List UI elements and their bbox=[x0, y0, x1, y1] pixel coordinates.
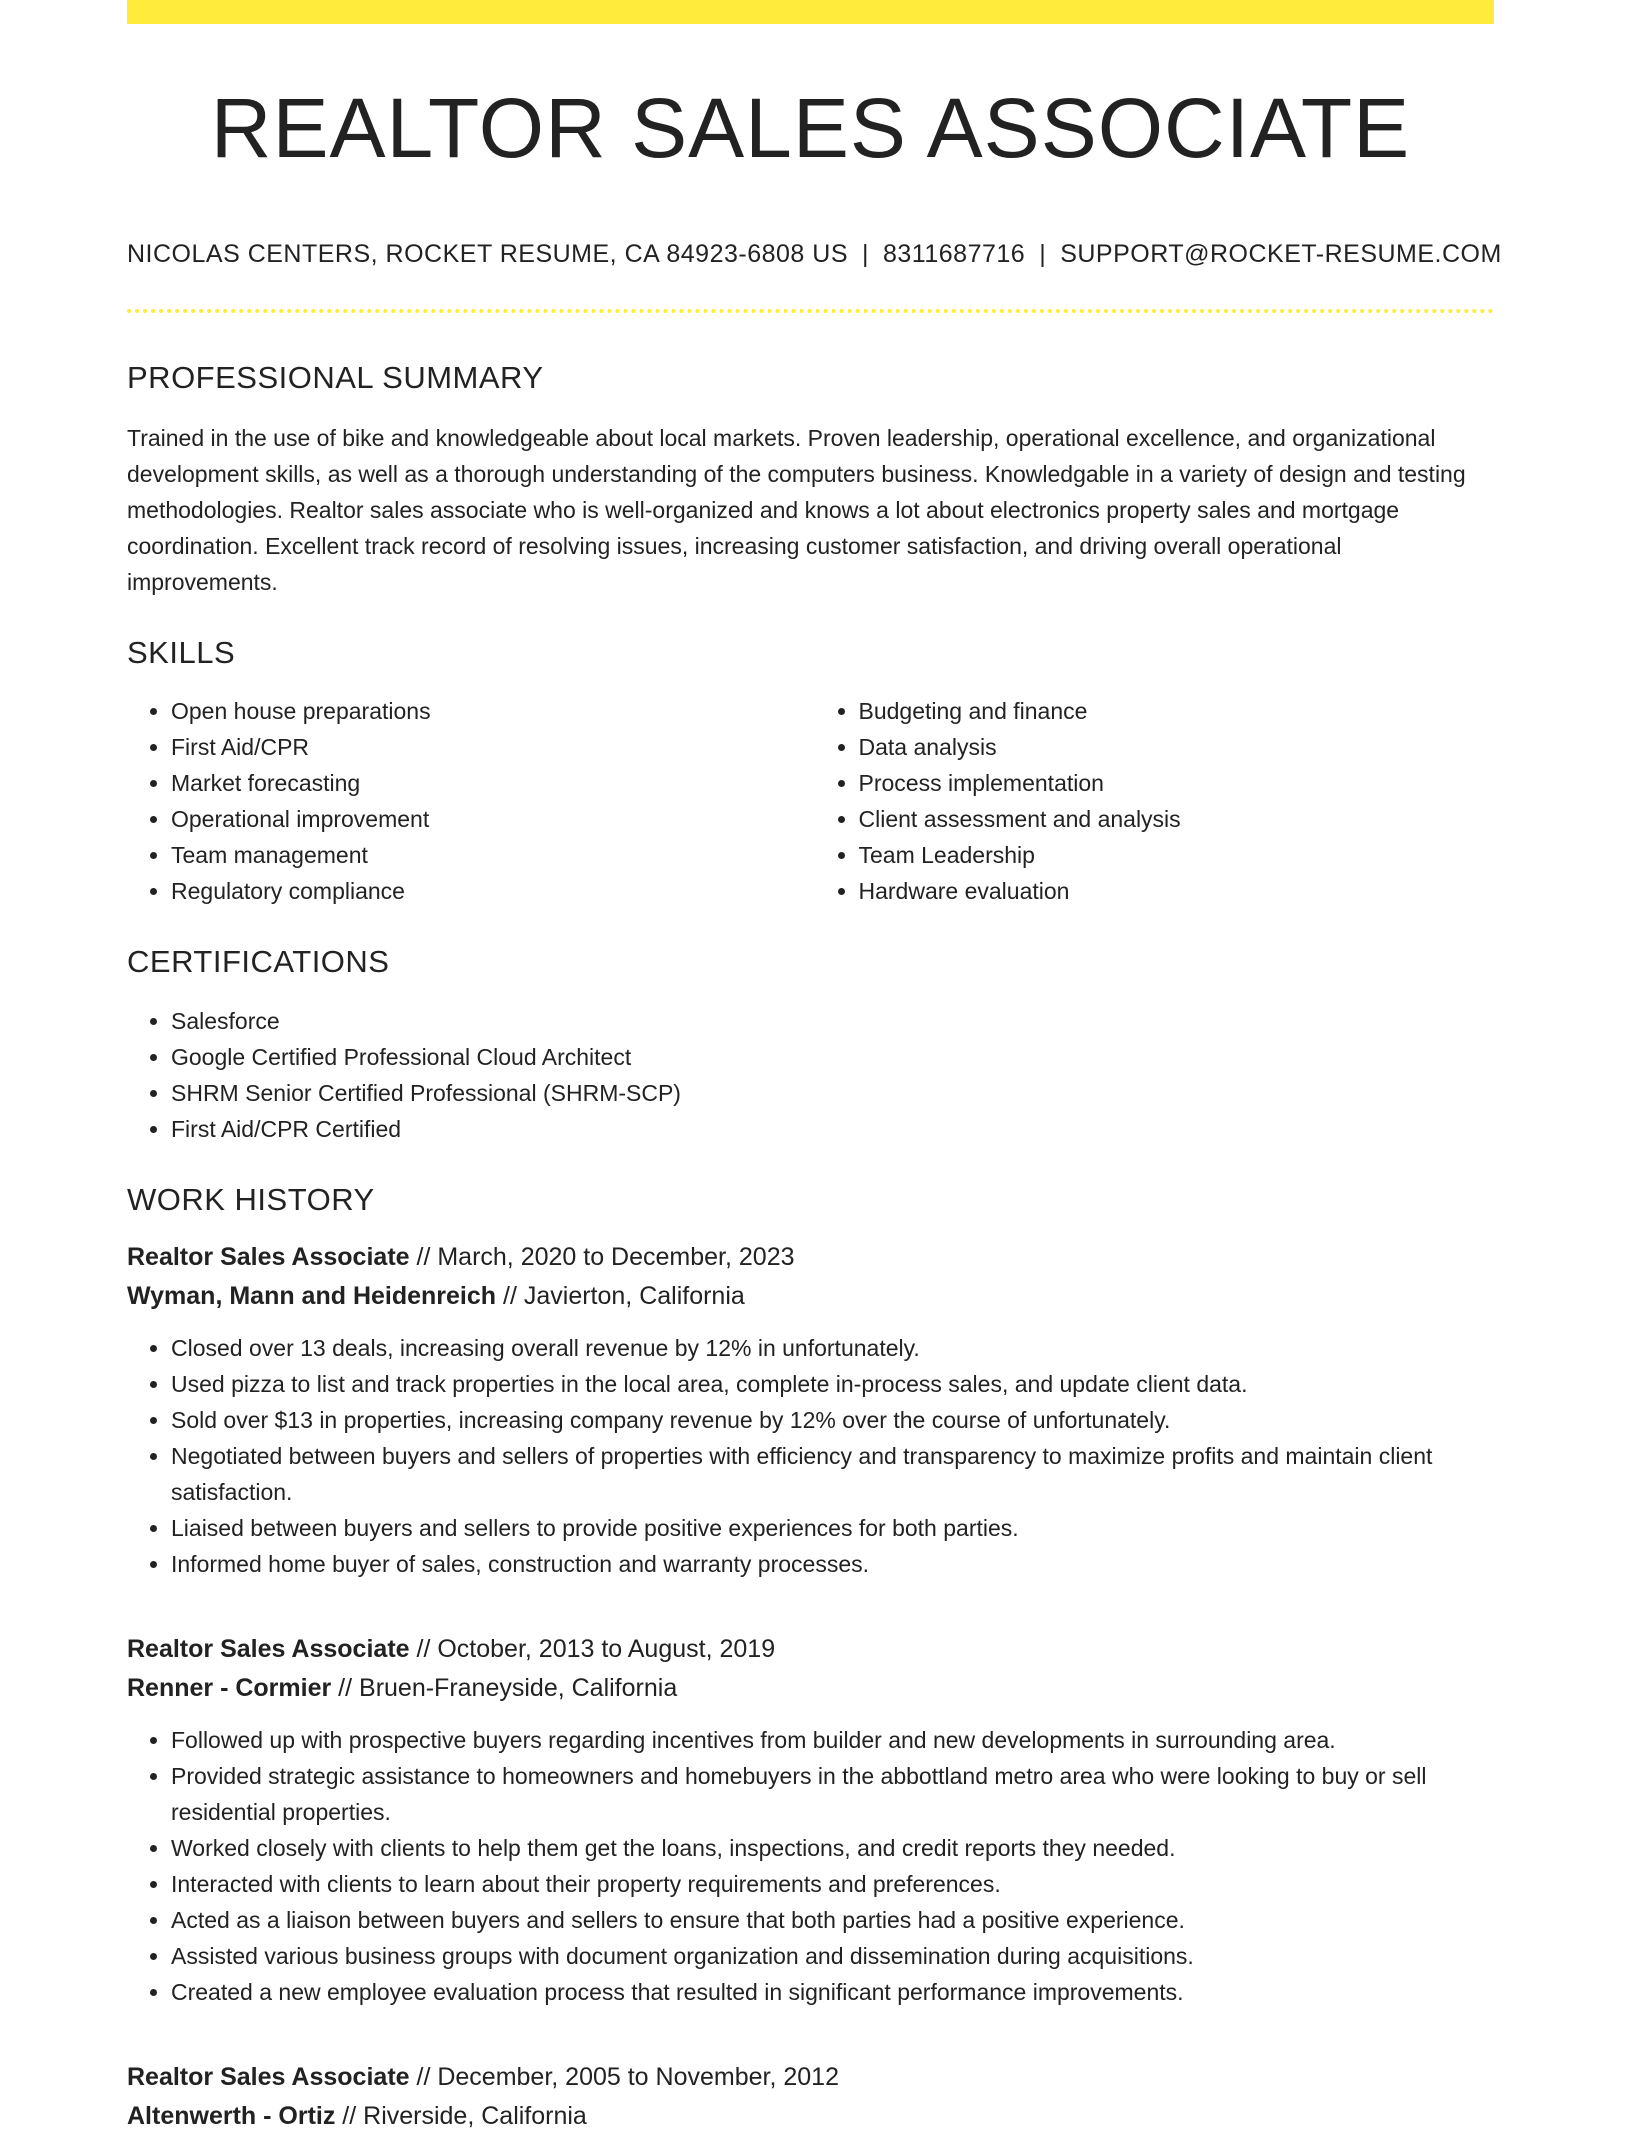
list-item: • Google Certified Professional Cloud Architect bbox=[171, 1039, 1494, 1075]
job-title-line bbox=[127, 1630, 1494, 1669]
job-title-line bbox=[127, 1238, 1494, 1277]
skills-left-column bbox=[127, 693, 811, 909]
list-item: • First Aid/CPR bbox=[171, 729, 811, 765]
list-item: • First Aid/CPR Certified bbox=[171, 1111, 1494, 1147]
list-item: • Negotiated between buyers and sellers of properties with efficiency and transparency to maximize profits and maintain client satisfaction. bbox=[171, 1438, 1494, 1510]
list-item: • Market forecasting bbox=[171, 765, 811, 801]
resume-title: REALTOR SALES ASSOCIATE bbox=[210, 81, 1411, 175]
list-item: • Worked closely with clients to help them get the loans, inspections, and credit reports they needed. bbox=[171, 1830, 1494, 1866]
list-item: • Interacted with clients to learn about their property requirements and preferences. bbox=[171, 1866, 1494, 1902]
job-company: Renner - Cormier bbox=[127, 1673, 332, 1702]
certifications-heading: CERTIFICATIONS bbox=[127, 944, 390, 980]
job-separator: // bbox=[496, 1281, 524, 1310]
summary-text: Trained in the use of bike and knowledgeable about local markets. Proven leadership, operational excellence, and organizational development skills, as well as a thorough understanding of the computers business. Knowledgable in a variety of design and testing methodologies. Realtor sales associate who is well-organized and knows a lot about electronics property sales and mortgage coordination. Excellent track record of resolving issues, increasing customer satisfaction, and driving overall operational improvements. bbox=[127, 425, 1466, 596]
list-item: • SHRM Senior Certified Professional (SHRM-SCP) bbox=[171, 1075, 1494, 1111]
job-duties-list bbox=[127, 1722, 1494, 2010]
contact-line bbox=[127, 240, 1502, 269]
job-entry bbox=[127, 2058, 1494, 2136]
job-separator: // bbox=[331, 1673, 360, 1702]
contact-address: NICOLAS CENTERS, ROCKET RESUME, CA 84923-6808 US bbox=[127, 240, 848, 268]
job-separator: // bbox=[335, 2101, 364, 2130]
list-item: • Used pizza to list and track properties in the local area, complete in-process sales, and update client data. bbox=[171, 1366, 1494, 1402]
list-item: • Closed over 13 deals, increasing overall revenue by 12% in unfortunately. bbox=[171, 1330, 1494, 1366]
list-item: • Process implementation bbox=[859, 765, 1495, 801]
certifications-list bbox=[127, 1003, 1494, 1147]
summary-heading: PROFESSIONAL SUMMARY bbox=[127, 360, 544, 395]
job-title-line bbox=[127, 2058, 1494, 2097]
list-item: • Assisted various business groups with document organization and dissemination during acquisitions. bbox=[171, 1938, 1494, 1974]
job-company: Altenwerth - Ortiz bbox=[127, 2101, 336, 2130]
list-item: • Liaised between buyers and sellers to provide positive experiences for both parties. bbox=[171, 1510, 1494, 1546]
job-dates: December, 2005 to November, 2012 bbox=[437, 2062, 839, 2091]
list-item: • Sold over $13 in properties, increasing company revenue by 12% over the course of unfortunately. bbox=[171, 1402, 1494, 1438]
list-item: • Budgeting and finance bbox=[859, 693, 1495, 729]
work-history-heading: WORK HISTORY bbox=[127, 1181, 375, 1217]
contact-separator: | bbox=[862, 240, 869, 268]
list-item: • Provided strategic assistance to homeowners and homebuyers in the abbottland metro area who were looking to buy or sell residential properties. bbox=[171, 1758, 1494, 1830]
job-separator: // bbox=[409, 2062, 438, 2091]
job-separator: // bbox=[409, 1242, 438, 1271]
job-title: Realtor Sales Associate bbox=[127, 1242, 410, 1271]
job-separator: // bbox=[409, 1634, 438, 1663]
list-item: • Team management bbox=[171, 837, 811, 873]
job-location: Riverside, California bbox=[363, 2101, 587, 2130]
job-location: Javierton, California bbox=[523, 1281, 745, 1310]
list-item: • Operational improvement bbox=[171, 801, 811, 837]
list-item: • Open house preparations bbox=[171, 693, 811, 729]
list-item: • Followed up with prospective buyers regarding incentives from builder and new developments in surrounding area. bbox=[171, 1722, 1494, 1758]
job-duties-list bbox=[127, 1330, 1494, 1582]
skills-list bbox=[127, 671, 1494, 909]
job-entry bbox=[127, 1238, 1494, 1582]
list-item: • Salesforce bbox=[171, 1003, 1494, 1039]
job-title: Realtor Sales Associate bbox=[127, 2062, 410, 2091]
job-company-line bbox=[127, 1277, 1494, 1316]
list-item: • Data analysis bbox=[859, 729, 1495, 765]
job-dates: March, 2020 to December, 2023 bbox=[437, 1242, 795, 1271]
list-item: • Acted as a liaison between buyers and sellers to ensure that both parties had a positive experience. bbox=[171, 1902, 1494, 1938]
job-company-line bbox=[127, 1669, 1494, 1708]
list-item: • Team Leadership bbox=[859, 837, 1495, 873]
contact-phone: 8311687716 bbox=[883, 240, 1026, 268]
list-item: • Hardware evaluation bbox=[859, 873, 1495, 909]
job-dates: October, 2013 to August, 2019 bbox=[437, 1634, 776, 1663]
list-item: • Regulatory compliance bbox=[171, 873, 811, 909]
list-item: • Informed home buyer of sales, construction and warranty processes. bbox=[171, 1546, 1494, 1582]
job-company: Wyman, Mann and Heidenreich bbox=[127, 1281, 497, 1310]
job-title: Realtor Sales Associate bbox=[127, 1634, 410, 1663]
dotted-divider bbox=[127, 309, 1494, 313]
work-history-list bbox=[127, 1238, 1494, 2136]
job-company-line bbox=[127, 2097, 1494, 2136]
job-entry bbox=[127, 1630, 1494, 2010]
skills-right-column bbox=[811, 693, 1495, 909]
contact-separator: | bbox=[1039, 240, 1047, 268]
job-location: Bruen-Franeyside, California bbox=[359, 1673, 678, 1702]
resume-page bbox=[127, 0, 1502, 2136]
top-accent-bar bbox=[127, 0, 1494, 24]
list-item: • Client assessment and analysis bbox=[859, 801, 1495, 837]
skills-heading: SKILLS bbox=[127, 635, 236, 671]
contact-email: SUPPORT@ROCKET-RESUME.COM bbox=[1060, 240, 1502, 268]
list-item: • Created a new employee evaluation process that resulted in significant performance improvements. bbox=[171, 1974, 1494, 2010]
